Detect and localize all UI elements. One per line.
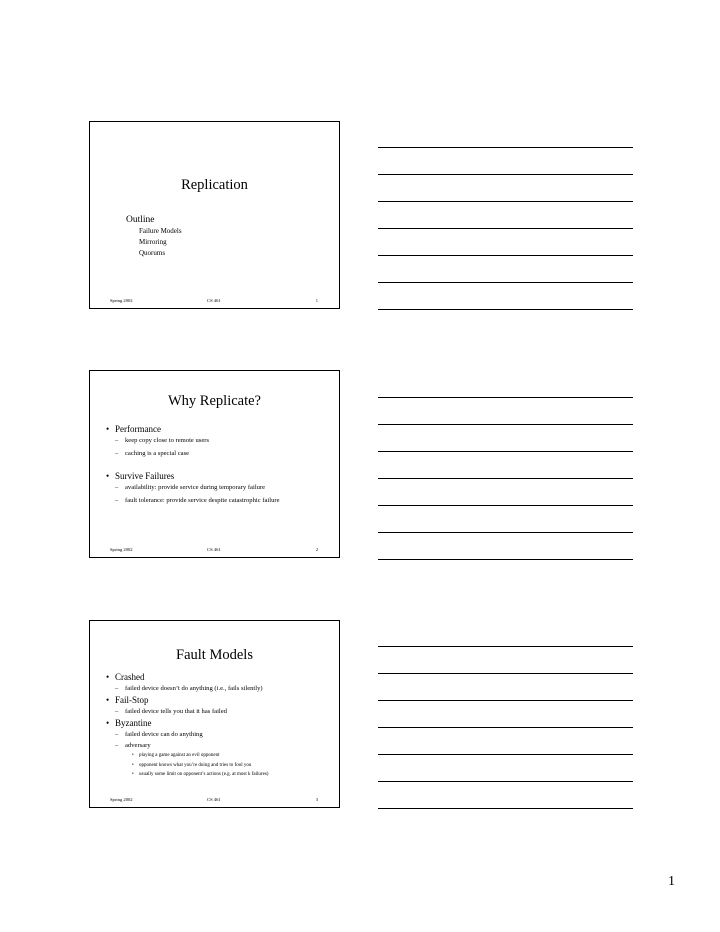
bullet-item	[106, 423, 333, 435]
sub-bullet-item	[106, 482, 333, 495]
sub-bullet-item	[106, 706, 333, 717]
note-line	[378, 754, 633, 755]
sub-sub-bullet-text: playing a game against an evil opponent	[139, 753, 220, 758]
footer-course: CS 461	[207, 797, 221, 802]
note-line	[378, 282, 633, 283]
sub-bullet-item	[106, 740, 333, 751]
slide-footer	[90, 547, 339, 555]
sub-bullet-text: adversary	[125, 742, 151, 749]
dash-icon: –	[115, 449, 119, 457]
sub-bullet-text: caching is a special case	[125, 449, 190, 457]
dash-icon: –	[115, 437, 119, 444]
sub-bullet-item	[106, 683, 333, 694]
note-line	[378, 781, 633, 782]
slide-title: Why Replicate?	[168, 393, 261, 409]
bullet-icon: •	[132, 762, 134, 768]
bullet-text: Fail-Stop	[115, 695, 149, 705]
bullet-text: Byzantine	[115, 718, 152, 728]
sub-bullet-text: keep copy close to remote users	[125, 437, 210, 444]
footer-slide-number: 1	[315, 298, 318, 303]
bullet-item	[106, 671, 333, 683]
note-line	[378, 201, 633, 202]
note-line	[378, 397, 633, 398]
outline	[126, 214, 182, 259]
bullet-list	[106, 671, 333, 780]
sub-sub-bullet-text: opponent knows what you’re doing and tries to fool you	[139, 762, 252, 768]
sub-sub-bullet-item	[106, 751, 333, 761]
note-line	[378, 700, 633, 701]
dash-icon: –	[115, 708, 119, 715]
bullet-list	[106, 423, 333, 507]
bullet-text: Crashed	[115, 672, 145, 682]
note-line	[378, 478, 633, 479]
note-line	[378, 727, 633, 728]
footer-course: CS 461	[207, 298, 221, 303]
dash-icon: –	[115, 731, 119, 738]
sub-bullet-item	[106, 435, 333, 448]
note-line	[378, 559, 633, 560]
sub-bullet-item	[106, 729, 333, 740]
dash-icon: –	[115, 685, 119, 692]
sub-sub-bullet-text: usually some limit on opponent’s actions (e.g. at most k failures)	[139, 772, 269, 777]
dash-icon: –	[115, 742, 119, 749]
note-line	[378, 505, 633, 506]
bullet-item	[106, 694, 333, 706]
sub-bullet-text: failed device doesn’t do anything (i.e., fails silently)	[125, 685, 263, 692]
note-line	[378, 646, 633, 647]
bullet-item	[106, 470, 333, 482]
bullet-icon: •	[106, 424, 110, 434]
note-line	[378, 673, 633, 674]
sub-bullet-item	[106, 495, 333, 508]
footer-date: Spring 2002	[110, 298, 133, 303]
note-line	[378, 255, 633, 256]
sub-bullet-text: availability: provide service during temporary failure	[125, 484, 266, 491]
note-line	[378, 424, 633, 425]
sub-sub-bullet-item	[106, 770, 333, 780]
sub-sub-bullet-item	[106, 761, 333, 771]
slide-2	[89, 370, 340, 558]
bullet-icon: •	[132, 772, 134, 777]
bullet-text: Survive Failures	[115, 471, 175, 481]
bullet-icon: •	[106, 695, 110, 705]
bullet-icon: •	[106, 471, 110, 481]
slide-footer	[90, 797, 339, 805]
note-line	[378, 174, 633, 175]
slide-title: Fault Models	[176, 647, 253, 663]
slide-footer	[90, 298, 339, 306]
note-line	[378, 532, 633, 533]
bullet-icon: •	[106, 672, 110, 682]
outline-item: Quorums	[139, 249, 166, 257]
bullet-icon: •	[106, 718, 110, 728]
note-line	[378, 309, 633, 310]
bullet-icon: •	[132, 753, 134, 758]
spacer	[106, 460, 333, 470]
sub-bullet-item	[106, 448, 333, 461]
outline-heading: Outline	[126, 215, 155, 225]
bullet-item	[106, 717, 333, 729]
bullet-text: Performance	[115, 424, 161, 434]
footer-date: Spring 2002	[110, 547, 133, 552]
footer-slide-number: 2	[315, 547, 318, 552]
sub-bullet-text: failed device tells you that it has failed	[125, 708, 227, 715]
slide-3	[89, 620, 340, 808]
footer-date: Spring 2002	[110, 797, 133, 802]
dash-icon: –	[115, 484, 119, 491]
note-line	[378, 228, 633, 229]
note-line	[378, 808, 633, 809]
note-line	[378, 147, 633, 148]
sub-bullet-text: failed device can do anything	[125, 731, 203, 738]
slide-1	[89, 121, 340, 309]
outline-item: Mirroring	[139, 238, 167, 246]
outline-item: Failure Models	[139, 227, 182, 235]
dash-icon: –	[115, 496, 119, 504]
slide-title: Replication	[181, 177, 248, 193]
note-line	[378, 451, 633, 452]
footer-course: CS 461	[207, 547, 221, 552]
footer-slide-number: 3	[315, 797, 318, 802]
sub-bullet-text: fault tolerance: provide service despite catastrophic failure	[125, 496, 280, 504]
page-number: 1	[668, 874, 675, 889]
